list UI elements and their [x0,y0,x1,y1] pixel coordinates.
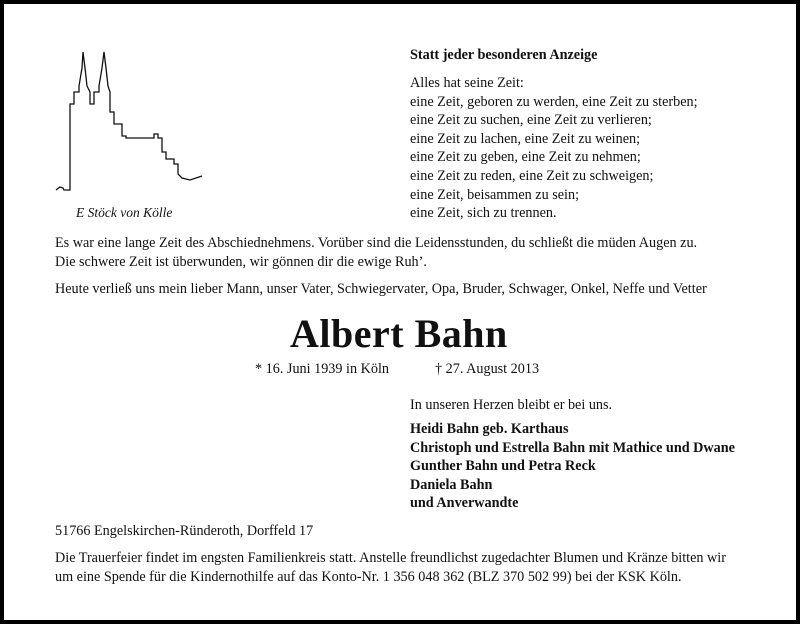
mourner-name: Christoph und Estrella Bahn mit Mathice und Dwane [410,439,735,456]
logo-caption: E Stöck von Kölle [76,205,173,220]
cologne-cathedral-icon [54,46,206,196]
poem-line: eine Zeit, geboren zu werden, eine Zeit zu sterben; [410,93,698,110]
death-date: † 27. August 2013 [435,361,540,377]
footer-line: Die Trauerfeier findet im engsten Familienkreis statt. Anstelle freundlichst zugedachter Blumen und Kränze bitten wir [55,550,726,566]
poem-line: Alles hat seine Zeit: [410,75,524,91]
intro-line: Es war eine lange Zeit des Abschiednehmens. Vorüber sind die Leidensstunden, du schließt die müden Augen zu. [55,235,698,251]
birth-date: * 16. Juni 1939 in Köln [255,361,389,377]
poem-line: eine Zeit zu reden, eine Zeit zu schweigen; [410,168,654,184]
mourner-name: Heidi Bahn geb. Karthaus [410,421,569,437]
mourner-name: und Anverwandte [410,495,519,512]
deceased-name: Albert Bahn [290,311,508,356]
intro-line: Die schwere Zeit ist überwunden, wir gönnen dir die ewige Ruh’. [55,253,427,270]
header-title: Statt jeder besonderen Anzeige [410,47,598,63]
poem-line: eine Zeit, beisammen zu sein; [410,186,580,203]
footer-line: um eine Spende für die Kindernothilfe auf das Konto-Nr. 1 356 048 362 (BLZ 370 502 99) bei der KSK Köln. [55,568,682,585]
mourner-name: Gunther Bahn und Petra Reck [410,458,596,475]
poem-line: eine Zeit zu lachen, eine Zeit zu weinen; [410,130,641,147]
poem-line: eine Zeit zu geben, eine Zeit zu nehmen; [410,149,641,166]
mourners-intro: In unseren Herzen bleibt er bei uns. [410,397,613,413]
mourner-name: Daniela Bahn [410,476,493,493]
announcement: Heute verließ uns mein lieber Mann, unser Vater, Schwiegervater, Opa, Bruder, Schwager, Onkel, Neffe und Vetter [55,281,707,297]
poem-line: eine Zeit, sich zu trennen. [410,205,557,222]
poem-line: eine Zeit zu suchen, eine Zeit zu verlieren; [410,112,652,129]
address: 51766 Engelskirchen-Ründeroth, Dorffeld 17 [55,523,314,539]
